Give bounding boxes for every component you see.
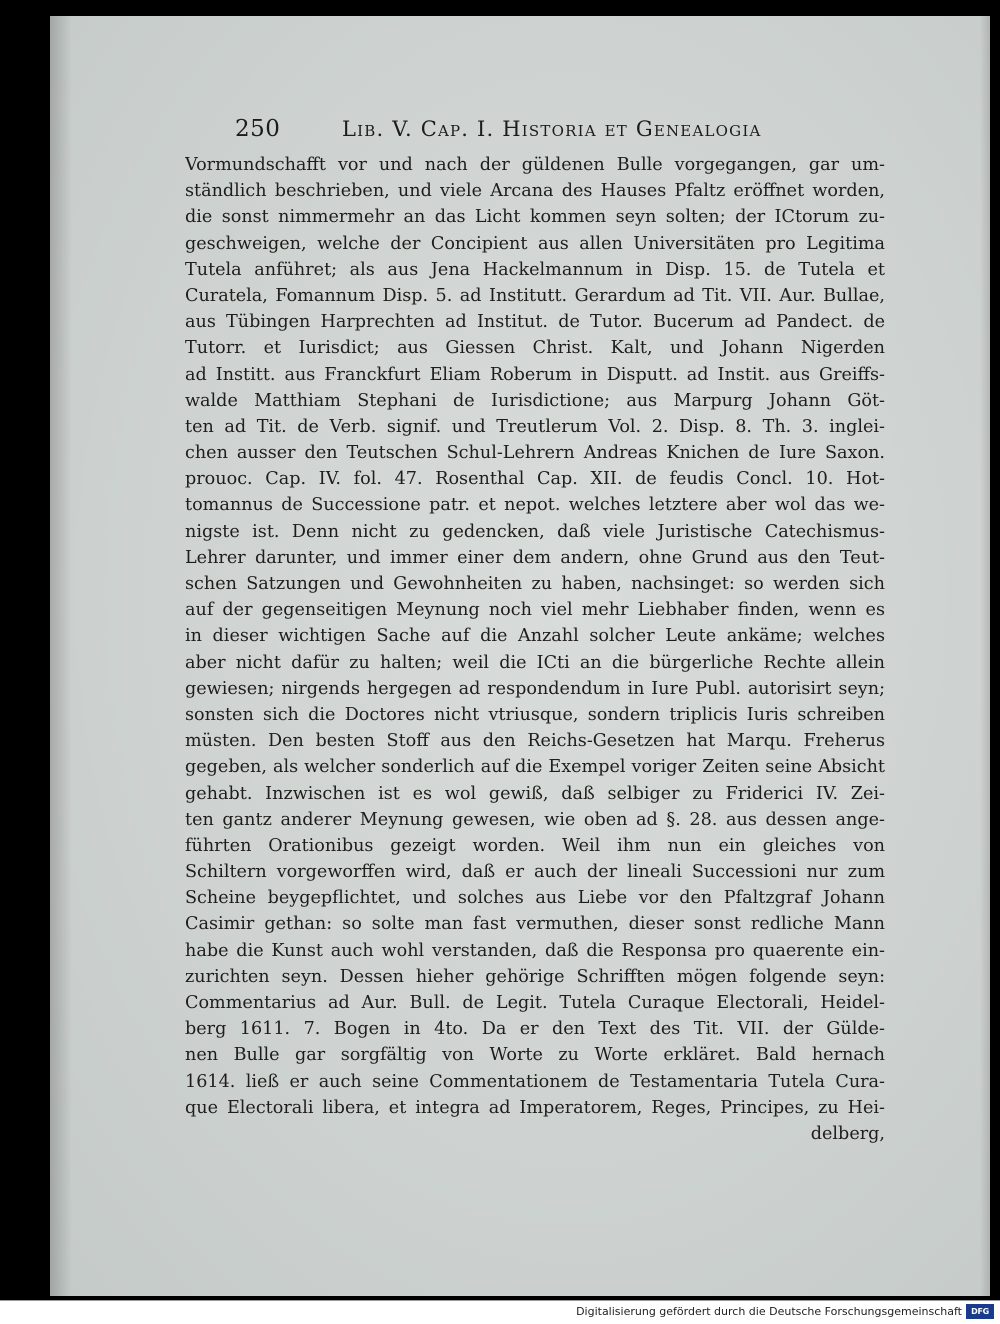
text-line: ten ad Tit. de Verb. signif. und Treutlerum Vol. 2. Disp. 8. Th. 3. inglei- — [185, 416, 885, 437]
text-line: gegeben, als welcher sonderlich auf die Exempel voriger Zeiten seine Absicht — [185, 757, 885, 778]
text-line: die sonst nimmermehr an das Licht kommen seyn solten; der ICtorum zu- — [185, 207, 885, 228]
text-line: habe die Kunst auch wohl verstanden, daß die Responsa pro quaerente ein- — [185, 940, 885, 961]
text-line: tomannus de Successione patr. et nepot. welches letztere aber wol das we- — [185, 495, 885, 516]
text-line: nen Bulle gar sorgfältig von Worte zu Worte erkläret. Bald hernach — [185, 1045, 885, 1066]
text-line: zurichten seyn. Dessen hieher gehörige Schrifften mögen folgende seyn: — [185, 966, 885, 987]
body-text — [185, 152, 885, 1147]
text-line: walde Matthiam Stephani de Iurisdictione; aus Marpurg Johann Göt- — [185, 390, 885, 411]
text-line: ständlich beschrieben, und viele Arcana des Hauses Pfaltz eröffnet worden, — [185, 181, 885, 202]
text-line: ad Institt. aus Franckfurt Eliam Roberum in Disputt. ad Instit. aus Greiffs- — [185, 364, 885, 385]
page-number: 250 — [235, 116, 281, 142]
text-line: müsten. Den besten Stoff aus den Reichs-Gesetzen hat Marqu. Freherus — [185, 731, 885, 752]
text-line: nigste ist. Denn nicht zu gedencken, daß viele Juristische Catechismus- — [185, 521, 885, 542]
text-line: Curatela, Fomannum Disp. 5. ad Institutt. Gerardum ad Tit. VII. Aur. Bullae, — [185, 285, 885, 306]
text-line: Tutorr. et Iurisdict; aus Giessen Christ. Kalt, und Johann Nigerden — [185, 338, 885, 359]
running-head: Lib. V. Cap. I. Historia et Genealogia — [342, 117, 762, 141]
text-line: delberg, — [810, 1123, 885, 1144]
text-line: Lehrer darunter, und immer einer dem andern, ohne Grund aus den Teut- — [185, 547, 885, 568]
text-line: auf der gegenseitigen Meynung noch viel mehr Liebhaber finden, wenn es — [185, 600, 885, 621]
dfg-logo: DFG — [966, 1304, 994, 1319]
digitization-footer — [0, 1300, 1000, 1324]
text-line: sonsten sich die Doctores nicht vtriusque, sondern triplicis Iuris schreiben — [185, 704, 885, 725]
text-line: geschweigen, welche der Concipient aus allen Universitäten pro Legitima — [185, 233, 885, 254]
text-line: in dieser wichtigen Sache auf die Anzahl solcher Leute ankäme; welches — [185, 626, 885, 647]
text-line: Commentarius ad Aur. Bull. de Legit. Tutela Curaque Electorali, Heidel- — [185, 993, 885, 1013]
text-line: gewiesen; nirgends hergegen ad respondendum in Iure Publ. autorisirt seyn; — [185, 678, 885, 699]
text-line: berg 1611. 7. Bogen in 4to. Da er den Text des Tit. VII. der Gülde- — [185, 1019, 885, 1040]
text-line: aus Tübingen Harprechten ad Institut. de Tutor. Bucerum ad Pandect. de — [185, 312, 885, 333]
text-line: Scheine beygepflichtet, und solches aus Liebe vor den Pfaltzgraf Johann — [185, 888, 885, 909]
text-line: Schiltern vorgeworffen wird, daß er auch der lineali Successioni nur zum — [185, 862, 885, 883]
footer-credit: Digitalisierung gefördert durch die Deutsche Forschungsgemeinschaft — [576, 1305, 962, 1318]
text-line: aber nicht dafür zu halten; weil die ICti an die bürgerliche Rechte allein — [185, 652, 885, 673]
text-line: 1614. ließ er auch seine Commentationem de Testamentaria Tutela Cura- — [185, 1071, 885, 1092]
text-line: Vormundschafft vor und nach der güldenen Bulle vorgegangen, gar um- — [185, 155, 885, 175]
text-line: que Electorali libera, et integra ad Imperatorem, Reges, Principes, zu Hei- — [185, 1097, 885, 1118]
text-line: gehabt. Inzwischen ist es wol gewiß, daß selbiger zu Friderici IV. Zei- — [185, 783, 885, 804]
text-line: ten gantz anderer Meynung gewesen, wie oben ad §. 28. aus dessen ange- — [185, 809, 885, 830]
text-line: Tutela anführet; als aus Jena Hackelmannum in Disp. 15. de Tutela et — [185, 259, 885, 280]
text-line: Casimir gethan: so solte man fast vermuthen, dieser sonst redliche Mann — [185, 914, 885, 935]
text-line: prouoc. Cap. IV. fol. 47. Rosenthal Cap. XII. de feudis Concl. 10. Hot- — [185, 469, 885, 490]
text-line: schen Satzungen und Gewohnheiten zu haben, nachsinget: so werden sich — [185, 574, 885, 594]
text-line: führten Orationibus gezeigt worden. Weil ihm nun ein gleiches von — [185, 835, 885, 856]
text-line: chen ausser den Teutschen Schul-Lehrern Andreas Knichen de Iure Saxon. — [185, 443, 885, 464]
page-header — [235, 116, 825, 146]
